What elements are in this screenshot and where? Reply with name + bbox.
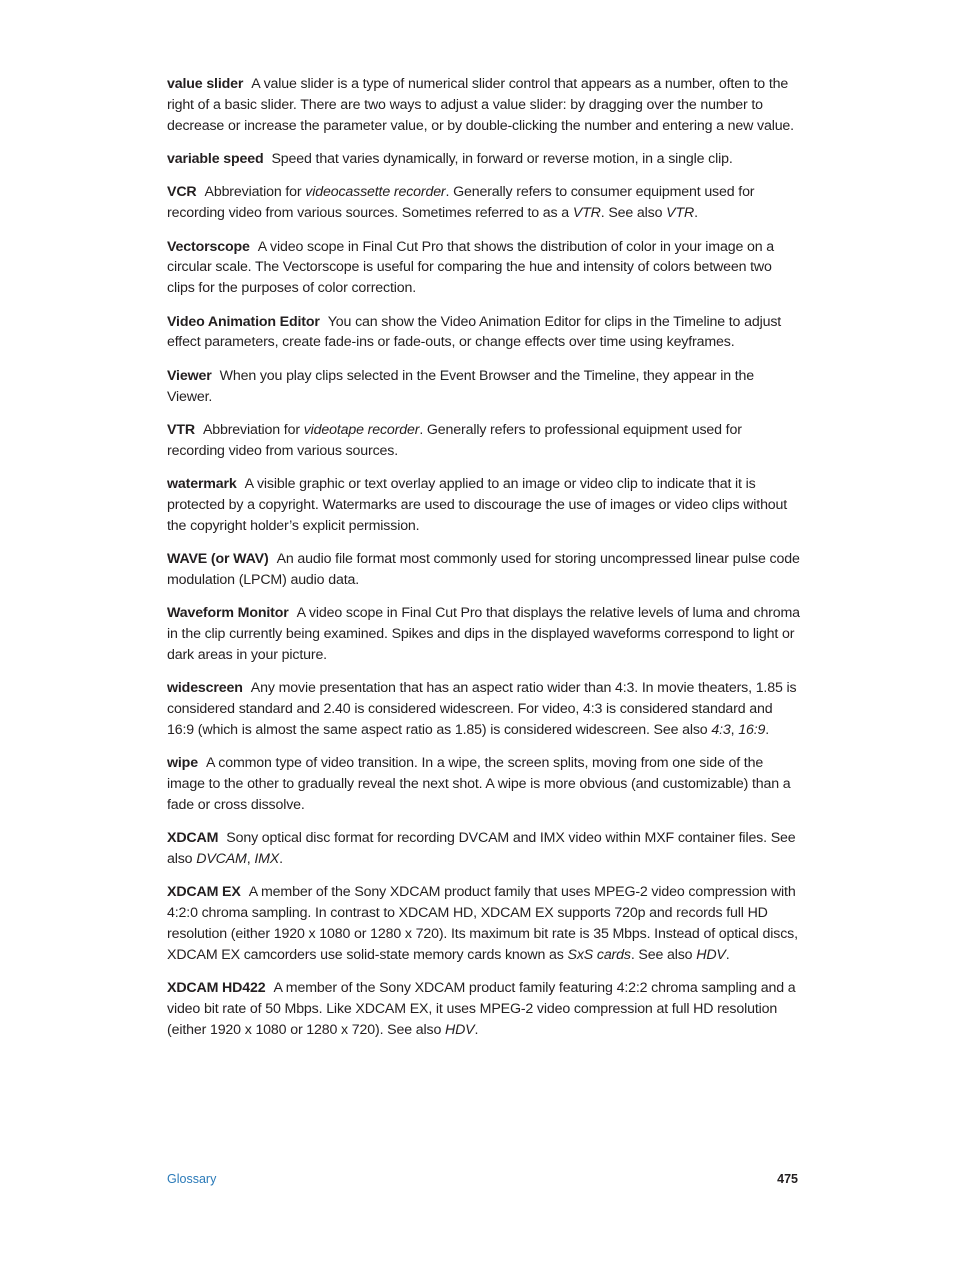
definition-text: . See also xyxy=(630,946,697,963)
glossary-definition xyxy=(167,76,794,134)
glossary-term: VCR xyxy=(167,184,197,201)
definition-text: A visible graphic or text overlay applied to an image or video clip to indicate that it is protected by a copyright. Watermarks are used to discourage the use of images or video clips without the copyright holder’s explicit permission. xyxy=(167,476,788,534)
glossary-term: Waveform Monitor xyxy=(167,605,289,622)
definition-text: , xyxy=(246,851,255,868)
glossary-term: XDCAM HD422 xyxy=(167,980,266,997)
definition-text: , xyxy=(730,721,739,738)
cross-reference-term: SxS cards xyxy=(567,946,631,963)
definition-text: A video scope in Final Cut Pro that displays the relative levels of luma and chroma in the clip currently being examined. Spikes and dips in the displayed waveforms correspond to light or dark areas in your picture. xyxy=(167,605,800,663)
cross-reference-term: VTR xyxy=(572,205,601,222)
glossary-entry xyxy=(167,420,803,462)
glossary-page-content xyxy=(167,74,803,1053)
glossary-entry xyxy=(167,882,803,965)
glossary-entry xyxy=(167,549,803,591)
definition-text: Abbreviation for xyxy=(202,421,304,438)
glossary-term: WAVE (or WAV) xyxy=(167,551,269,568)
glossary-term: XDCAM EX xyxy=(167,884,241,901)
glossary-entry xyxy=(167,828,803,870)
definition-text: Speed that varies dynamically, in forward or reverse motion, in a single clip. xyxy=(271,150,733,167)
glossary-definition xyxy=(167,680,796,738)
glossary-term: wipe xyxy=(167,755,198,772)
glossary-entry xyxy=(167,678,803,740)
glossary-entry xyxy=(167,978,803,1040)
definition-text: A common type of video transition. In a wipe, the screen splits, moving from one side of the image to the other to gradually reveal the next shot. A wipe is more obvious (and customizable) than a fade or cross dissolve. xyxy=(167,755,791,813)
glossary-definition xyxy=(167,830,796,867)
glossary-definition xyxy=(167,368,754,405)
cross-reference-term: DVCAM xyxy=(196,851,247,868)
cross-reference-term: IMX xyxy=(254,851,280,868)
cross-reference-term: HDV xyxy=(696,946,726,963)
footer-section-label[interactable]: Glossary xyxy=(167,1172,217,1186)
glossary-definition xyxy=(167,884,798,962)
glossary-term: VTR xyxy=(167,421,195,438)
glossary-entry xyxy=(167,312,803,354)
glossary-entry xyxy=(167,182,803,224)
definition-text: When you play clips selected in the Event Browser and the Timeline, they appear in the Viewer. xyxy=(167,367,755,405)
definition-text: A video scope in Final Cut Pro that shows the distribution of color in your image on a circular scale. The Vectorscope is useful for comparing the hue and intensity of colors between two clips for the purposes of color correction. xyxy=(167,238,774,297)
glossary-definition xyxy=(167,184,754,221)
glossary-term: watermark xyxy=(167,476,237,493)
glossary-entry xyxy=(167,237,803,299)
glossary-term: variable speed xyxy=(167,150,264,167)
definition-text: An audio file format most commonly used for storing uncompressed linear pulse code modulation (LPCM) audio data. xyxy=(167,551,800,588)
glossary-entry xyxy=(167,603,803,665)
glossary-term: Viewer xyxy=(167,367,212,384)
glossary-entry xyxy=(167,366,803,408)
definition-text: . xyxy=(279,851,283,868)
definition-text: A member of the Sony XDCAM product family featuring 4:2:2 chroma sampling and a video bit rate of 50 Mbps. Like XDCAM EX, it uses MPEG-2 video compression at full HD resolution (either 1920 x 1080 or 1280 x 720). See also xyxy=(167,980,796,1038)
definition-text: A member of the Sony XDCAM product family that uses MPEG-2 video compression with 4:2:0 chroma sampling. In contrast to XDCAM HD, XDCAM EX supports 720p and records full HD resolution (either 1920 x 1080 or 1280 x 720). Its maximum bit rate is 35 Mbps. Instead of optical discs, XDCAM EX camcorders use solid-state memory cards known as xyxy=(167,884,798,963)
definition-text: . Generally refers to consumer equipment used for recording video from various sources. Sometimes referred to as a xyxy=(167,184,755,222)
cross-reference-term: VTR xyxy=(666,205,695,222)
glossary-definition xyxy=(167,239,774,297)
definition-text: . xyxy=(474,1021,479,1038)
definition-text: . xyxy=(725,946,730,963)
glossary-term: Vectorscope xyxy=(167,238,250,255)
glossary-term: value slider xyxy=(167,76,244,92)
definition-text: . Generally refers to professional equipment used for recording video from various sources. xyxy=(167,421,742,459)
footer-page-number: 475 xyxy=(777,1172,798,1186)
glossary-definition xyxy=(167,755,791,813)
cross-reference-term: 16:9 xyxy=(738,721,766,738)
definition-text: . See also xyxy=(600,205,667,222)
glossary-entry xyxy=(167,74,803,136)
definition-text: Abbreviation for xyxy=(204,184,306,201)
definition-text: . xyxy=(694,205,698,222)
glossary-definition xyxy=(167,476,787,534)
definition-text: Any movie presentation that has an aspect ratio wider than 4:3. In movie theaters, 1.85 is considered standard and 2.40 is considered widescreen. For video, 4:3 is considered standard and 16:9 (which is almost the same aspect ratio as 1.85) is considered widescreen. See also xyxy=(167,680,797,738)
glossary-term: XDCAM xyxy=(167,830,219,847)
cross-reference-term: HDV xyxy=(444,1021,475,1038)
glossary-term: widescreen xyxy=(167,680,243,697)
definition-text: Sony optical disc format for recording DVCAM and IMX video within MXF container files. See also xyxy=(167,830,796,868)
cross-reference-term: videocassette recorder xyxy=(305,184,446,201)
glossary-definition xyxy=(271,151,732,167)
glossary-entry xyxy=(167,149,803,170)
definition-text: A value slider is a type of numerical slider control that appears as a number, often to the right of a basic slider. There are two ways to adjust a value slider: by dragging over the number to decrease or increase the parameter value, or by double-clicking the number and entering a new value. xyxy=(167,76,794,134)
glossary-entry xyxy=(167,474,803,536)
definition-text: You can show the Video Animation Editor for clips in the Timeline to adjust effect parameters, create fade-ins or fade-outs, or change effects over time using keyframes. xyxy=(167,313,782,351)
glossary-term: Video Animation Editor xyxy=(167,313,320,330)
glossary-entry xyxy=(167,753,803,815)
definition-text: . xyxy=(765,721,770,738)
cross-reference-term: videotape recorder xyxy=(303,421,420,438)
cross-reference-term: 4:3 xyxy=(711,721,731,738)
glossary-definition xyxy=(167,422,742,459)
